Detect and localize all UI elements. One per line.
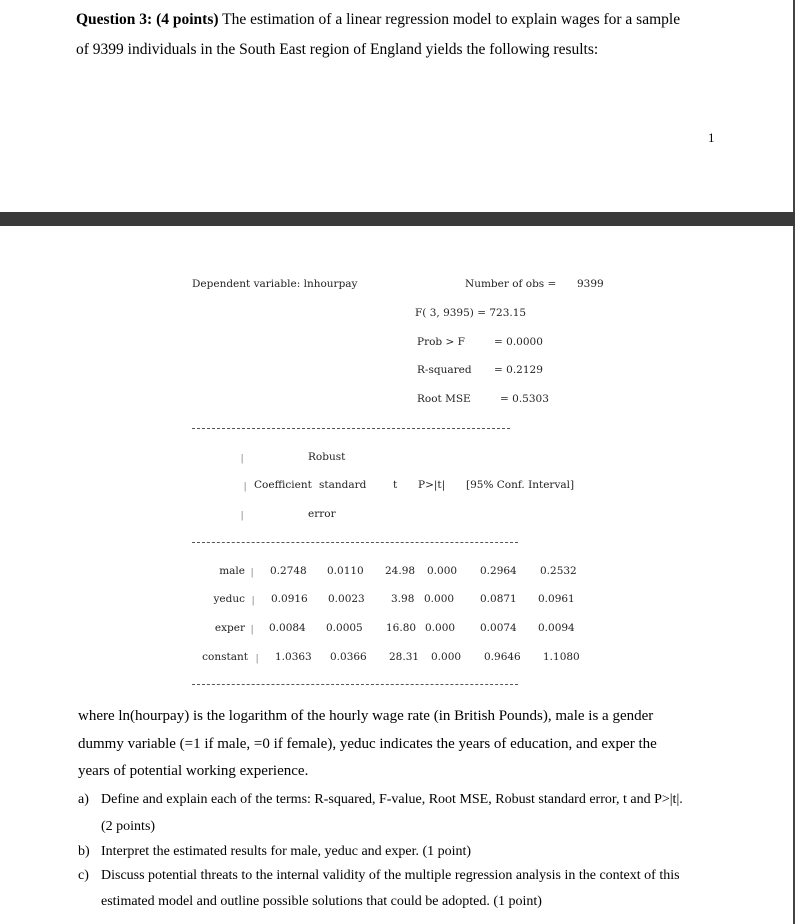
divider-bar: |	[256, 652, 259, 664]
question-line-1	[76, 6, 680, 34]
item-a-line-1: Define and explain each of the terms: R-squared, F-value, Root MSE, Robust standard error, t and P>|t|.	[101, 792, 683, 807]
divider-top	[192, 428, 510, 429]
divider-bar: |	[244, 480, 247, 492]
rsquared-label: R-squared	[417, 364, 472, 376]
cell-t: 24.98	[385, 565, 416, 577]
prob-label: Prob > F	[417, 336, 465, 348]
cell-se: 0.0023	[328, 593, 365, 605]
cell-se: 0.0366	[330, 651, 367, 663]
row-name: yeduc	[213, 593, 245, 605]
page-top	[0, 0, 795, 212]
page-break	[0, 212, 795, 226]
rsquared-value: = 0.2129	[494, 364, 543, 376]
question-intro-2: of 9399 individuals in the South East region of England yields the following results:	[76, 41, 599, 58]
item-a-marker: a)	[78, 792, 89, 807]
cell-ci-high: 0.0961	[538, 593, 575, 605]
row-name: constant	[202, 651, 248, 663]
row-name: exper	[214, 622, 245, 634]
divider-header	[192, 542, 518, 543]
cell-p: 0.000	[427, 565, 458, 577]
root-mse-value: = 0.5303	[500, 393, 549, 405]
question-intro-1: The estimation of a linear regression model to explain wages for a sample	[218, 11, 681, 28]
root-mse-label: Root MSE	[417, 393, 471, 405]
prob-value: = 0.0000	[494, 336, 543, 348]
cell-p: 0.000	[431, 651, 462, 663]
cell-t: 28.31	[389, 651, 420, 663]
cell-coef: 0.0084	[269, 622, 306, 634]
nobs-value: 9399	[577, 278, 604, 290]
header-coefficient: Coefficient	[254, 479, 312, 491]
header-error: error	[308, 508, 336, 520]
divider-bar: |	[241, 509, 244, 521]
divider-bottom	[192, 684, 518, 685]
cell-ci-high: 1.1080	[543, 651, 580, 663]
cell-se: 0.0110	[327, 565, 364, 577]
item-b-marker: b)	[78, 844, 90, 859]
cell-ci-low: 0.9646	[484, 651, 521, 663]
header-t: t	[393, 479, 398, 491]
where-line-2: dummy variable (=1 if male, =0 if female), yeduc indicates the years of education, and exper the	[78, 736, 657, 752]
cell-p: 0.000	[424, 593, 455, 605]
cell-t: 3.98	[391, 593, 415, 605]
nobs-label: Number of obs =	[465, 278, 557, 290]
item-c-marker: c)	[78, 868, 89, 883]
cell-ci-high: 0.2532	[540, 565, 577, 577]
header-robust: Robust	[308, 451, 346, 463]
page-bottom	[0, 226, 795, 924]
header-standard: standard	[319, 479, 367, 491]
item-b-line-1: Interpret the estimated results for male, yeduc and exper. (1 point)	[101, 844, 472, 859]
cell-coef: 0.0916	[271, 593, 308, 605]
item-c-line-1: Discuss potential threats to the internal validity of the multiple regression analysis in the context of this	[101, 868, 680, 883]
divider-bar: |	[251, 566, 254, 578]
cell-p: 0.000	[425, 622, 456, 634]
item-c-line-2: estimated model and outline possible solutions that could be adopted. (1 point)	[101, 894, 542, 909]
dependent-variable: Dependent variable: lnhourpay	[192, 278, 358, 290]
cell-t: 16.80	[386, 622, 417, 634]
header-ci: [95% Conf. Interval]	[466, 479, 575, 491]
divider-bar: |	[241, 452, 244, 464]
row-name: male	[219, 565, 245, 577]
page-number: 1	[708, 130, 715, 145]
cell-ci-low: 0.0074	[480, 622, 517, 634]
cell-ci-low: 0.2964	[480, 565, 517, 577]
cell-coef: 1.0363	[275, 651, 312, 663]
where-line-3: years of potential working experience.	[78, 763, 309, 779]
where-line-1: where ln(hourpay) is the logarithm of the hourly wage rate (in British Pounds), male is a gender	[78, 708, 654, 724]
cell-se: 0.0005	[326, 622, 363, 634]
cell-ci-low: 0.0871	[480, 593, 517, 605]
question-heading: Question 3: (4 points)	[76, 11, 219, 28]
f-statistic: F( 3, 9395) = 723.15	[415, 307, 527, 319]
cell-ci-high: 0.0094	[538, 622, 575, 634]
header-p: P>|t|	[418, 479, 446, 491]
cell-coef: 0.2748	[270, 565, 307, 577]
divider-bar: |	[252, 594, 255, 606]
item-a-line-2: (2 points)	[101, 819, 156, 834]
divider-bar: |	[251, 623, 254, 635]
